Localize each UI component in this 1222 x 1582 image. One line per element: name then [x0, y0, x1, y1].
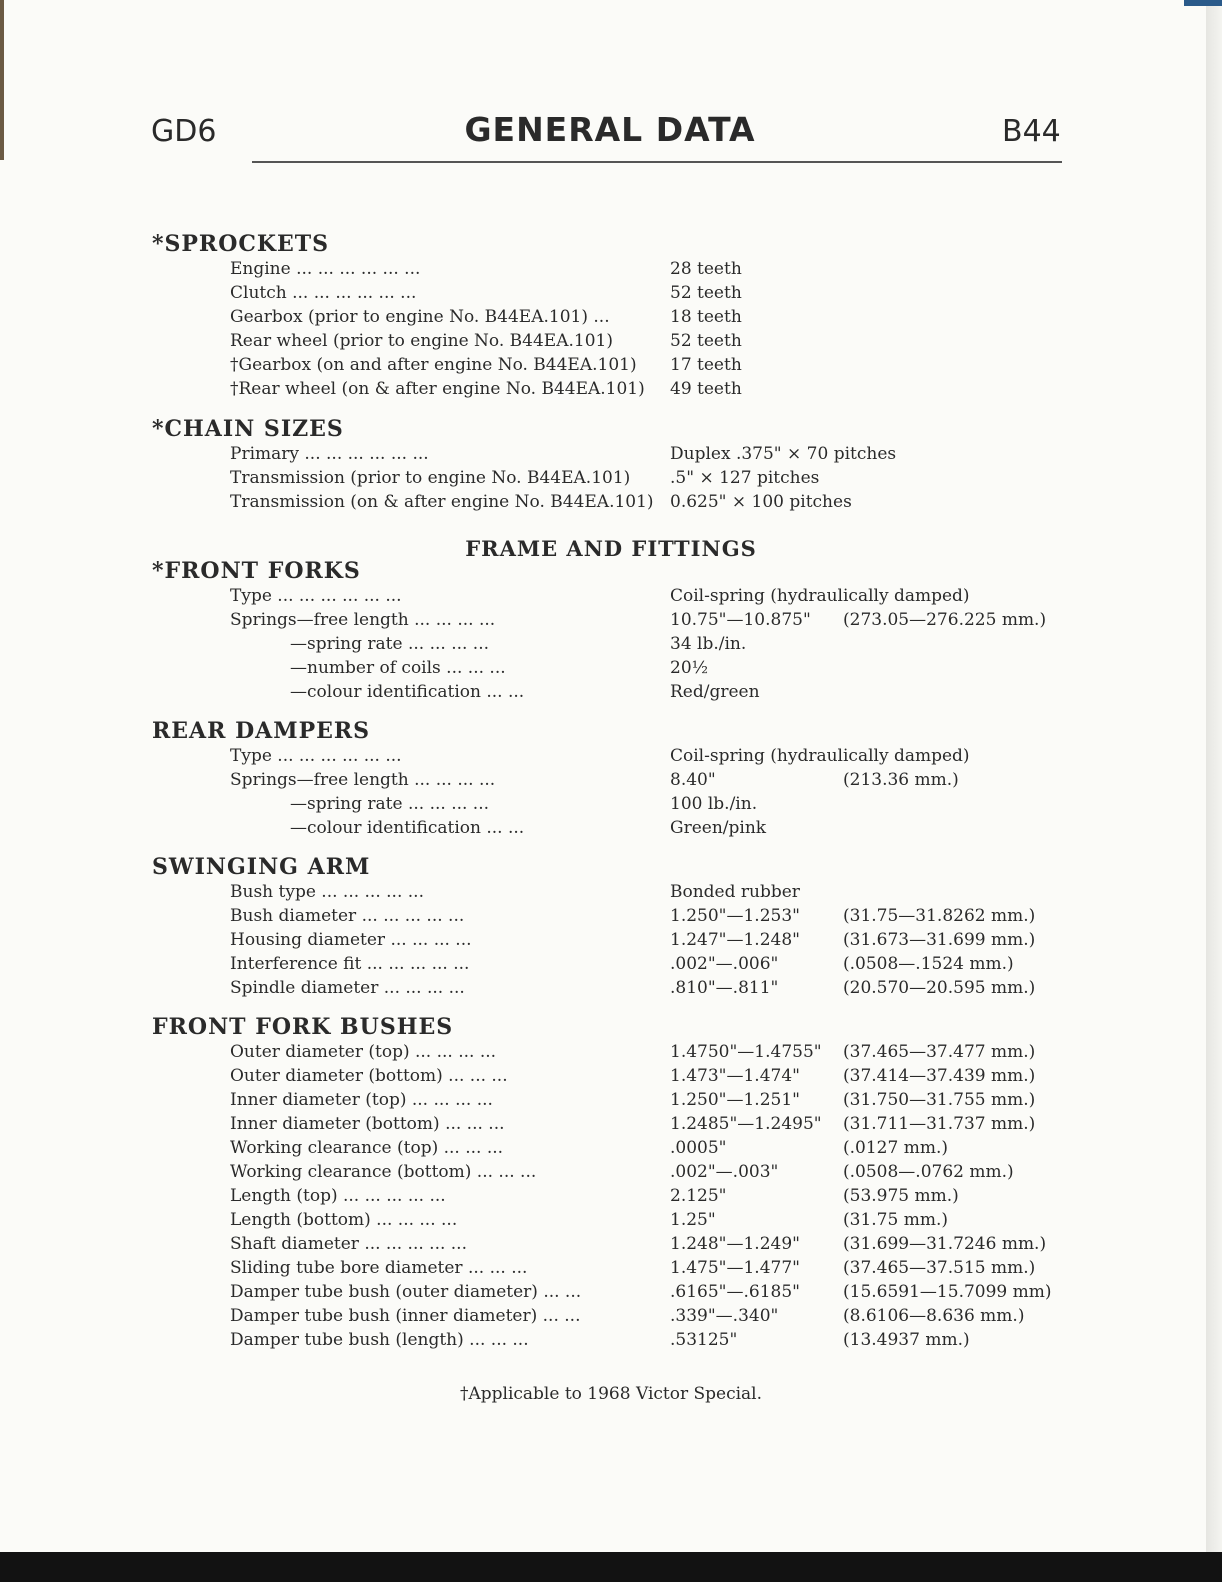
- spec-value: 17 teeth: [670, 355, 742, 375]
- spec-label: Housing diameter ... ... ... ...: [230, 930, 472, 950]
- spec-label: Length (bottom) ... ... ... ...: [230, 1210, 458, 1230]
- spec-row: [0, 954, 1222, 978]
- page-title: GENERAL DATA: [464, 110, 756, 149]
- spec-label: Working clearance (bottom) ... ... ...: [230, 1162, 537, 1182]
- spec-row: [0, 930, 1222, 954]
- spec-row: [0, 1234, 1222, 1258]
- spec-metric: (37.465—37.515 mm.): [843, 1258, 1036, 1278]
- page-edge-tab: [1184, 0, 1222, 6]
- spec-label: †Gearbox (on and after engine No. B44EA.101): [230, 355, 637, 375]
- spec-value: 28 teeth: [670, 259, 742, 279]
- spec-label: Shaft diameter ... ... ... ... ...: [230, 1234, 467, 1254]
- spec-metric: (273.05—276.225 mm.): [843, 610, 1047, 630]
- spec-label: Spindle diameter ... ... ... ...: [230, 978, 465, 998]
- section-title: SWINGING ARM: [152, 854, 371, 880]
- spec-metric: (31.750—31.755 mm.): [843, 1090, 1036, 1110]
- spec-label: Gearbox (prior to engine No. B44EA.101) ...: [230, 307, 610, 327]
- spec-label: Damper tube bush (inner diameter) ... ...: [230, 1306, 581, 1326]
- spec-row: [0, 355, 1222, 379]
- spec-label: Bush type ... ... ... ... ...: [230, 882, 424, 902]
- spec-value: 10.75"—10.875": [670, 610, 811, 630]
- spec-row: [0, 331, 1222, 355]
- spec-metric: (31.75 mm.): [843, 1210, 948, 1230]
- spec-row: [0, 1282, 1222, 1306]
- spec-value: 100 lb./in.: [670, 794, 758, 814]
- spec-row: [0, 444, 1222, 468]
- spec-metric: (20.570—20.595 mm.): [843, 978, 1036, 998]
- spec-value: 2.125": [670, 1186, 727, 1206]
- spec-label: Primary ... ... ... ... ... ...: [230, 444, 429, 464]
- spec-row: [0, 1258, 1222, 1282]
- spec-row: [0, 1090, 1222, 1114]
- spec-value: 1.250"—1.253": [670, 906, 800, 926]
- spec-value: 1.2485"—1.2495": [670, 1114, 822, 1134]
- page-edge-left: [0, 0, 4, 160]
- spec-row: [0, 818, 1222, 842]
- section-title: *SPROCKETS: [152, 231, 330, 257]
- spec-label: Inner diameter (bottom) ... ... ...: [230, 1114, 505, 1134]
- spec-label: Rear wheel (prior to engine No. B44EA.101): [230, 331, 613, 351]
- spec-value: 1.475"—1.477": [670, 1258, 800, 1278]
- spec-row: [0, 746, 1222, 770]
- spec-value: .0005": [670, 1138, 727, 1158]
- header-rule: [252, 161, 1062, 163]
- spec-label: Working clearance (top) ... ... ...: [230, 1138, 504, 1158]
- spec-value: .5" × 127 pitches: [670, 468, 820, 488]
- frame-and-fittings-heading: FRAME AND FITTINGS: [465, 536, 757, 561]
- footnote: †Applicable to 1968 Victor Special.: [459, 1384, 763, 1404]
- page-edge-bottom: [0, 1552, 1222, 1582]
- spec-row: [0, 634, 1222, 658]
- spec-row: [0, 906, 1222, 930]
- spec-row: [0, 1042, 1222, 1066]
- spec-label: Type ... ... ... ... ... ...: [230, 746, 402, 766]
- spec-label: Length (top) ... ... ... ... ...: [230, 1186, 446, 1206]
- spec-value: Coil-spring (hydraulically damped): [670, 586, 970, 606]
- spec-metric: (.0508—.1524 mm.): [843, 954, 1014, 974]
- spec-metric: (53.975 mm.): [843, 1186, 959, 1206]
- spec-row: [0, 610, 1222, 634]
- spec-value: .002"—.006": [670, 954, 779, 974]
- spec-row: [0, 1330, 1222, 1354]
- spec-label: Clutch ... ... ... ... ... ...: [230, 283, 417, 303]
- spec-label: †Rear wheel (on & after engine No. B44EA.101): [230, 379, 645, 399]
- section-title: *FRONT FORKS: [152, 558, 361, 584]
- spec-row: [0, 882, 1222, 906]
- spec-value: 34 lb./in.: [670, 634, 747, 654]
- spec-row: [0, 1114, 1222, 1138]
- spec-metric: (8.6106—8.636 mm.): [843, 1306, 1025, 1326]
- spec-label: Springs—free length ... ... ... ...: [230, 610, 496, 630]
- section-title: *CHAIN SIZES: [152, 416, 344, 442]
- spec-label: Outer diameter (bottom) ... ... ...: [230, 1066, 508, 1086]
- spec-value: .810"—.811": [670, 978, 779, 998]
- spec-row: [0, 1138, 1222, 1162]
- spec-metric: (.0127 mm.): [843, 1138, 948, 1158]
- spec-row: [0, 379, 1222, 403]
- spec-metric: (213.36 mm.): [843, 770, 959, 790]
- spec-value: 49 teeth: [670, 379, 742, 399]
- spec-label: Sliding tube bore diameter ... ... ...: [230, 1258, 528, 1278]
- spec-row: [0, 658, 1222, 682]
- spec-label: —colour identification ... ...: [290, 818, 525, 838]
- spec-value: 1.248"—1.249": [670, 1234, 800, 1254]
- spec-value: Red/green: [670, 682, 760, 702]
- spec-label: Transmission (on & after engine No. B44EA.101): [230, 492, 654, 512]
- spec-value: Bonded rubber: [670, 882, 800, 902]
- spec-label: —colour identification ... ...: [290, 682, 525, 702]
- section-title: FRONT FORK BUSHES: [152, 1014, 454, 1040]
- spec-label: Interference fit ... ... ... ... ...: [230, 954, 470, 974]
- spec-value: 18 teeth: [670, 307, 742, 327]
- spec-value: 1.25": [670, 1210, 716, 1230]
- spec-label: Type ... ... ... ... ... ...: [230, 586, 402, 606]
- spec-metric: (15.6591—15.7099 mm): [843, 1282, 1052, 1302]
- section-title: REAR DAMPERS: [152, 718, 371, 744]
- spec-value: .002"—.003": [670, 1162, 779, 1182]
- spec-value: 20½: [670, 658, 709, 678]
- spec-row: [0, 259, 1222, 283]
- spec-value: Green/pink: [670, 818, 767, 838]
- spec-row: [0, 468, 1222, 492]
- spec-row: [0, 307, 1222, 331]
- spec-label: Damper tube bush (outer diameter) ... ...: [230, 1282, 582, 1302]
- spec-value: Duplex .375" × 70 pitches: [670, 444, 897, 464]
- spec-row: [0, 283, 1222, 307]
- spec-label: Transmission (prior to engine No. B44EA.101): [230, 468, 631, 488]
- spec-row: [0, 586, 1222, 610]
- spec-label: Engine ... ... ... ... ... ...: [230, 259, 421, 279]
- model-code: B44: [1002, 114, 1061, 149]
- spec-row: [0, 770, 1222, 794]
- spec-value: 1.247"—1.248": [670, 930, 800, 950]
- spec-value: 1.473"—1.474": [670, 1066, 800, 1086]
- spec-metric: (31.711—31.737 mm.): [843, 1114, 1036, 1134]
- spec-label: Outer diameter (top) ... ... ... ...: [230, 1042, 497, 1062]
- spec-value: .6165"—.6185": [670, 1282, 800, 1302]
- spec-row: [0, 1306, 1222, 1330]
- spec-label: Inner diameter (top) ... ... ... ...: [230, 1090, 493, 1110]
- spec-label: Bush diameter ... ... ... ... ...: [230, 906, 465, 926]
- spec-row: [0, 1186, 1222, 1210]
- spec-label: Damper tube bush (length) ... ... ...: [230, 1330, 529, 1350]
- spec-value: 52 teeth: [670, 283, 742, 303]
- spec-value: 52 teeth: [670, 331, 742, 351]
- spec-label: —number of coils ... ... ...: [290, 658, 506, 678]
- spec-value: 1.4750"—1.4755": [670, 1042, 822, 1062]
- spec-row: [0, 978, 1222, 1002]
- spec-row: [0, 794, 1222, 818]
- spec-metric: (31.673—31.699 mm.): [843, 930, 1036, 950]
- spec-row: [0, 1162, 1222, 1186]
- spec-label: Springs—free length ... ... ... ...: [230, 770, 496, 790]
- spec-metric: (.0508—.0762 mm.): [843, 1162, 1014, 1182]
- spec-row: [0, 682, 1222, 706]
- spec-value: .53125": [670, 1330, 738, 1350]
- spec-metric: (31.699—31.7246 mm.): [843, 1234, 1047, 1254]
- spec-label: —spring rate ... ... ... ...: [290, 634, 490, 654]
- spec-value: .339"—.340": [670, 1306, 779, 1326]
- spec-metric: (31.75—31.8262 mm.): [843, 906, 1036, 926]
- spec-row: [0, 492, 1222, 516]
- spec-row: [0, 1210, 1222, 1234]
- page-code: GD6: [151, 114, 217, 149]
- spec-label: —spring rate ... ... ... ...: [290, 794, 490, 814]
- spec-value: 8.40": [670, 770, 716, 790]
- spec-row: [0, 1066, 1222, 1090]
- spec-value: 0.625" × 100 pitches: [670, 492, 852, 512]
- spec-value: Coil-spring (hydraulically damped): [670, 746, 970, 766]
- spec-metric: (13.4937 mm.): [843, 1330, 970, 1350]
- spec-metric: (37.465—37.477 mm.): [843, 1042, 1036, 1062]
- spec-metric: (37.414—37.439 mm.): [843, 1066, 1036, 1086]
- spec-value: 1.250"—1.251": [670, 1090, 800, 1110]
